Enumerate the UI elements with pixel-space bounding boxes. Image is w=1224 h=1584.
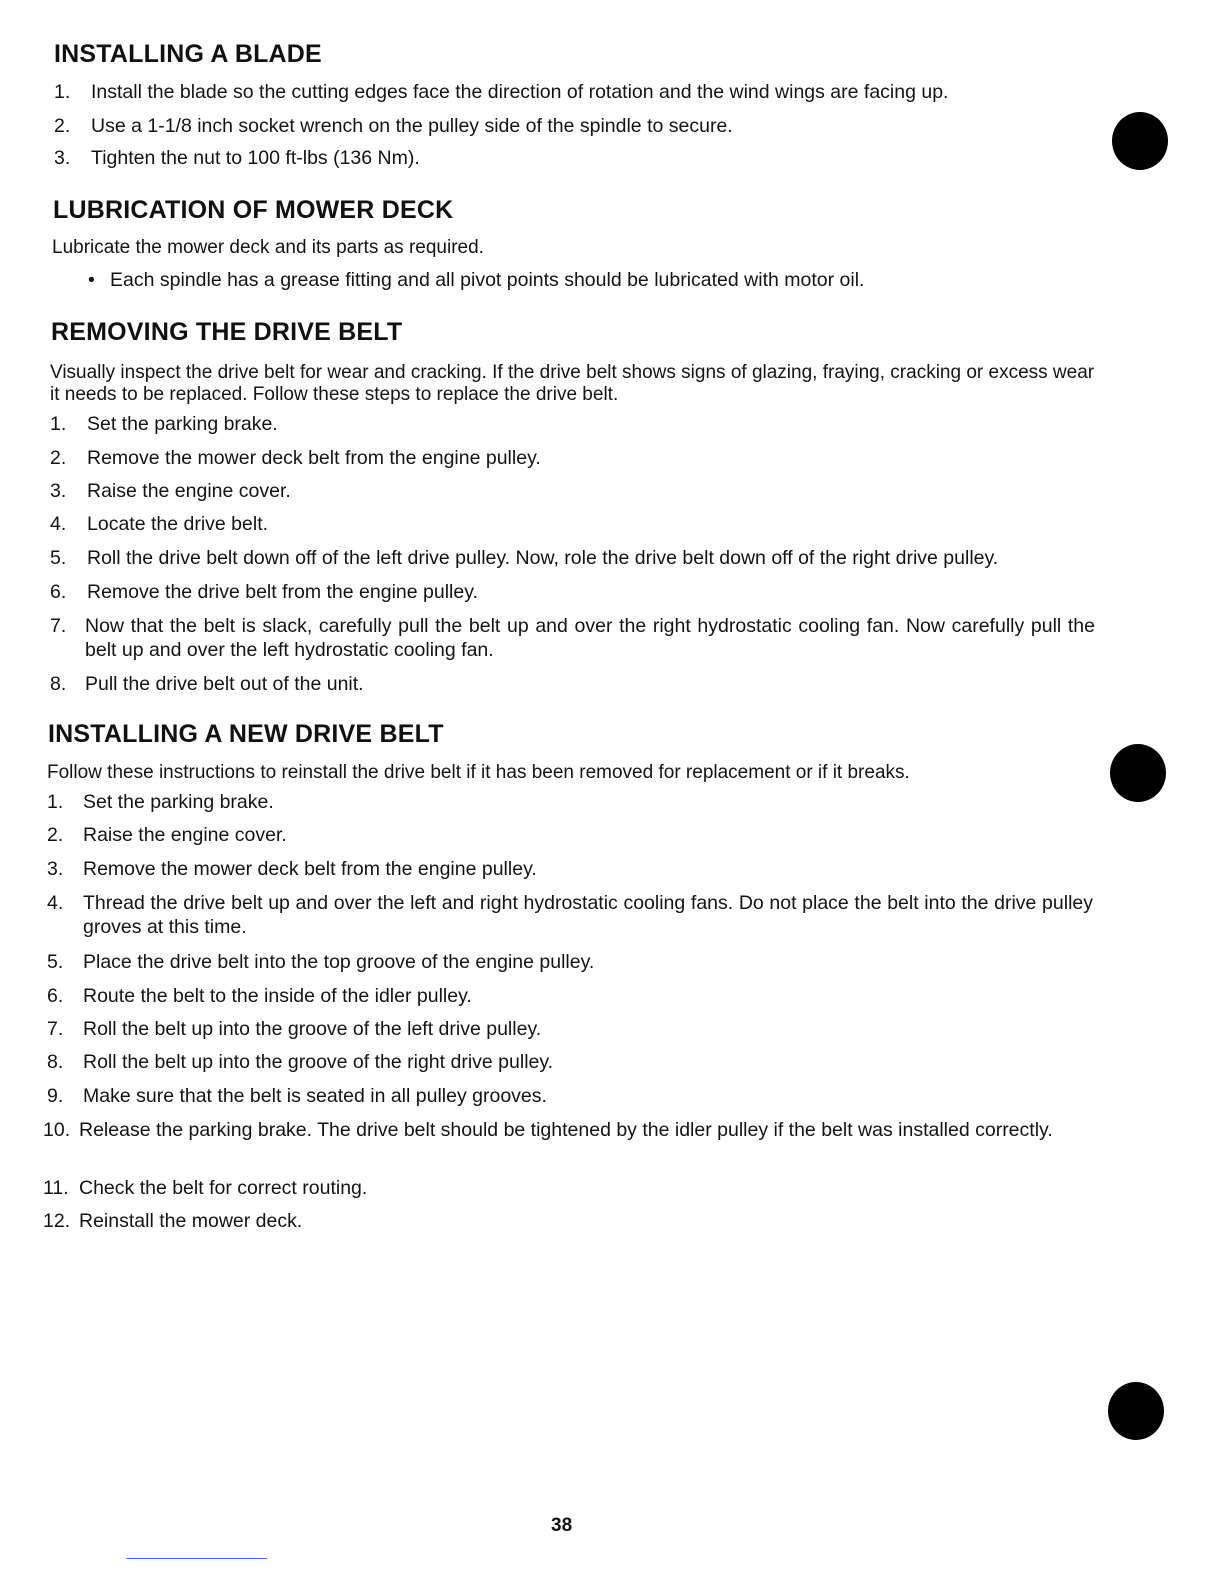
section-intro: Follow these instructions to reinstall the drive belt if it has been removed for replacement or if it breaks. xyxy=(47,762,910,783)
manual-page: INSTALLING A BLADE 1. Install the blade so the cutting edges face the direction of rotation and the wind wings are facing up. 2. Use a 1-1/8 inch socket wrench on the pulley side of the spindle to secure. 3. Tighten the nut to 100 ft-lbs (136 Nm). LUBRICATION OF MOWER DECK Lubricate the mower deck and its parts as required. • Each spindle has a grease fitting and all pivot points should be lubricated with motor oil. REMOVING THE DRIVE BELT Visually inspect the drive belt for wear and cracking. If the drive belt shows signs of glazing, fraying, cracking or excess wear it needs to be replaced. Follow these steps to replace the drive belt. 1. Set the parking brake. 2. Remove the mower deck belt from the engine pulley. 3. Raise the engine cover. 4. Locate the drive belt. 5. Roll the drive belt down off of the left drive pulley. Now, role the drive belt down off of the right drive pulley. 6. Remove the drive belt from the engine pulley. 7. Now that the belt is slack, carefully pull the belt up and over the right hydrostatic cooling fan. Now carefully pull the belt up and over the left hydrostatic cooling fan. 8. Pull the drive belt out of the unit. INSTALLING A NEW DRIVE BELT Follow these instructions to reinstall the drive belt if it has been removed for replacement or if it breaks. 1. Set the parking brake. 2. Raise the engine cover. 3. Remove the mower deck belt from the engine pulley. 4. Thread the drive belt up and over the left and right hydrostatic cooling fans. Do not place the belt into the drive pulley groves at this time. 5. Place the drive belt into the top groove of the engine pulley. 6. Route the belt to the inside of the idler pulley. 7. Roll the belt up into the groove of the left drive pulley. 8. Roll the belt up into the groove of the right drive pulley. 9. Make sure that the belt is seated in all pulley grooves. 10. Release the parking brake. The drive belt should be tightened by the idler pulley if the belt was installed correctly. 11. Check the belt for correct routing. 12. Reinstall the mower deck. 38 xyxy=(0,0,1224,1584)
section-title-lubrication: LUBRICATION OF MOWER DECK xyxy=(53,196,454,224)
section-title-installing-blade: INSTALLING A BLADE xyxy=(54,40,322,68)
section-title-removing-belt: REMOVING THE DRIVE BELT xyxy=(51,318,403,346)
binder-hole-bottom xyxy=(1108,1382,1164,1440)
binder-hole-middle xyxy=(1110,744,1166,802)
section-intro: Lubricate the mower deck and its parts as required. xyxy=(52,237,484,258)
section-title-installing-belt: INSTALLING A NEW DRIVE BELT xyxy=(48,720,444,748)
binder-hole-top xyxy=(1112,112,1168,170)
footer-rule xyxy=(126,1558,267,1559)
page-number: 38 xyxy=(551,1515,573,1536)
section-intro: Visually inspect the drive belt for wear and cracking. If the drive belt shows signs of glazing, fraying, cracking or excess wear it needs to be replaced. Follow these steps to replace the drive belt. xyxy=(50,362,1095,405)
bullet-icon: • xyxy=(88,269,95,291)
